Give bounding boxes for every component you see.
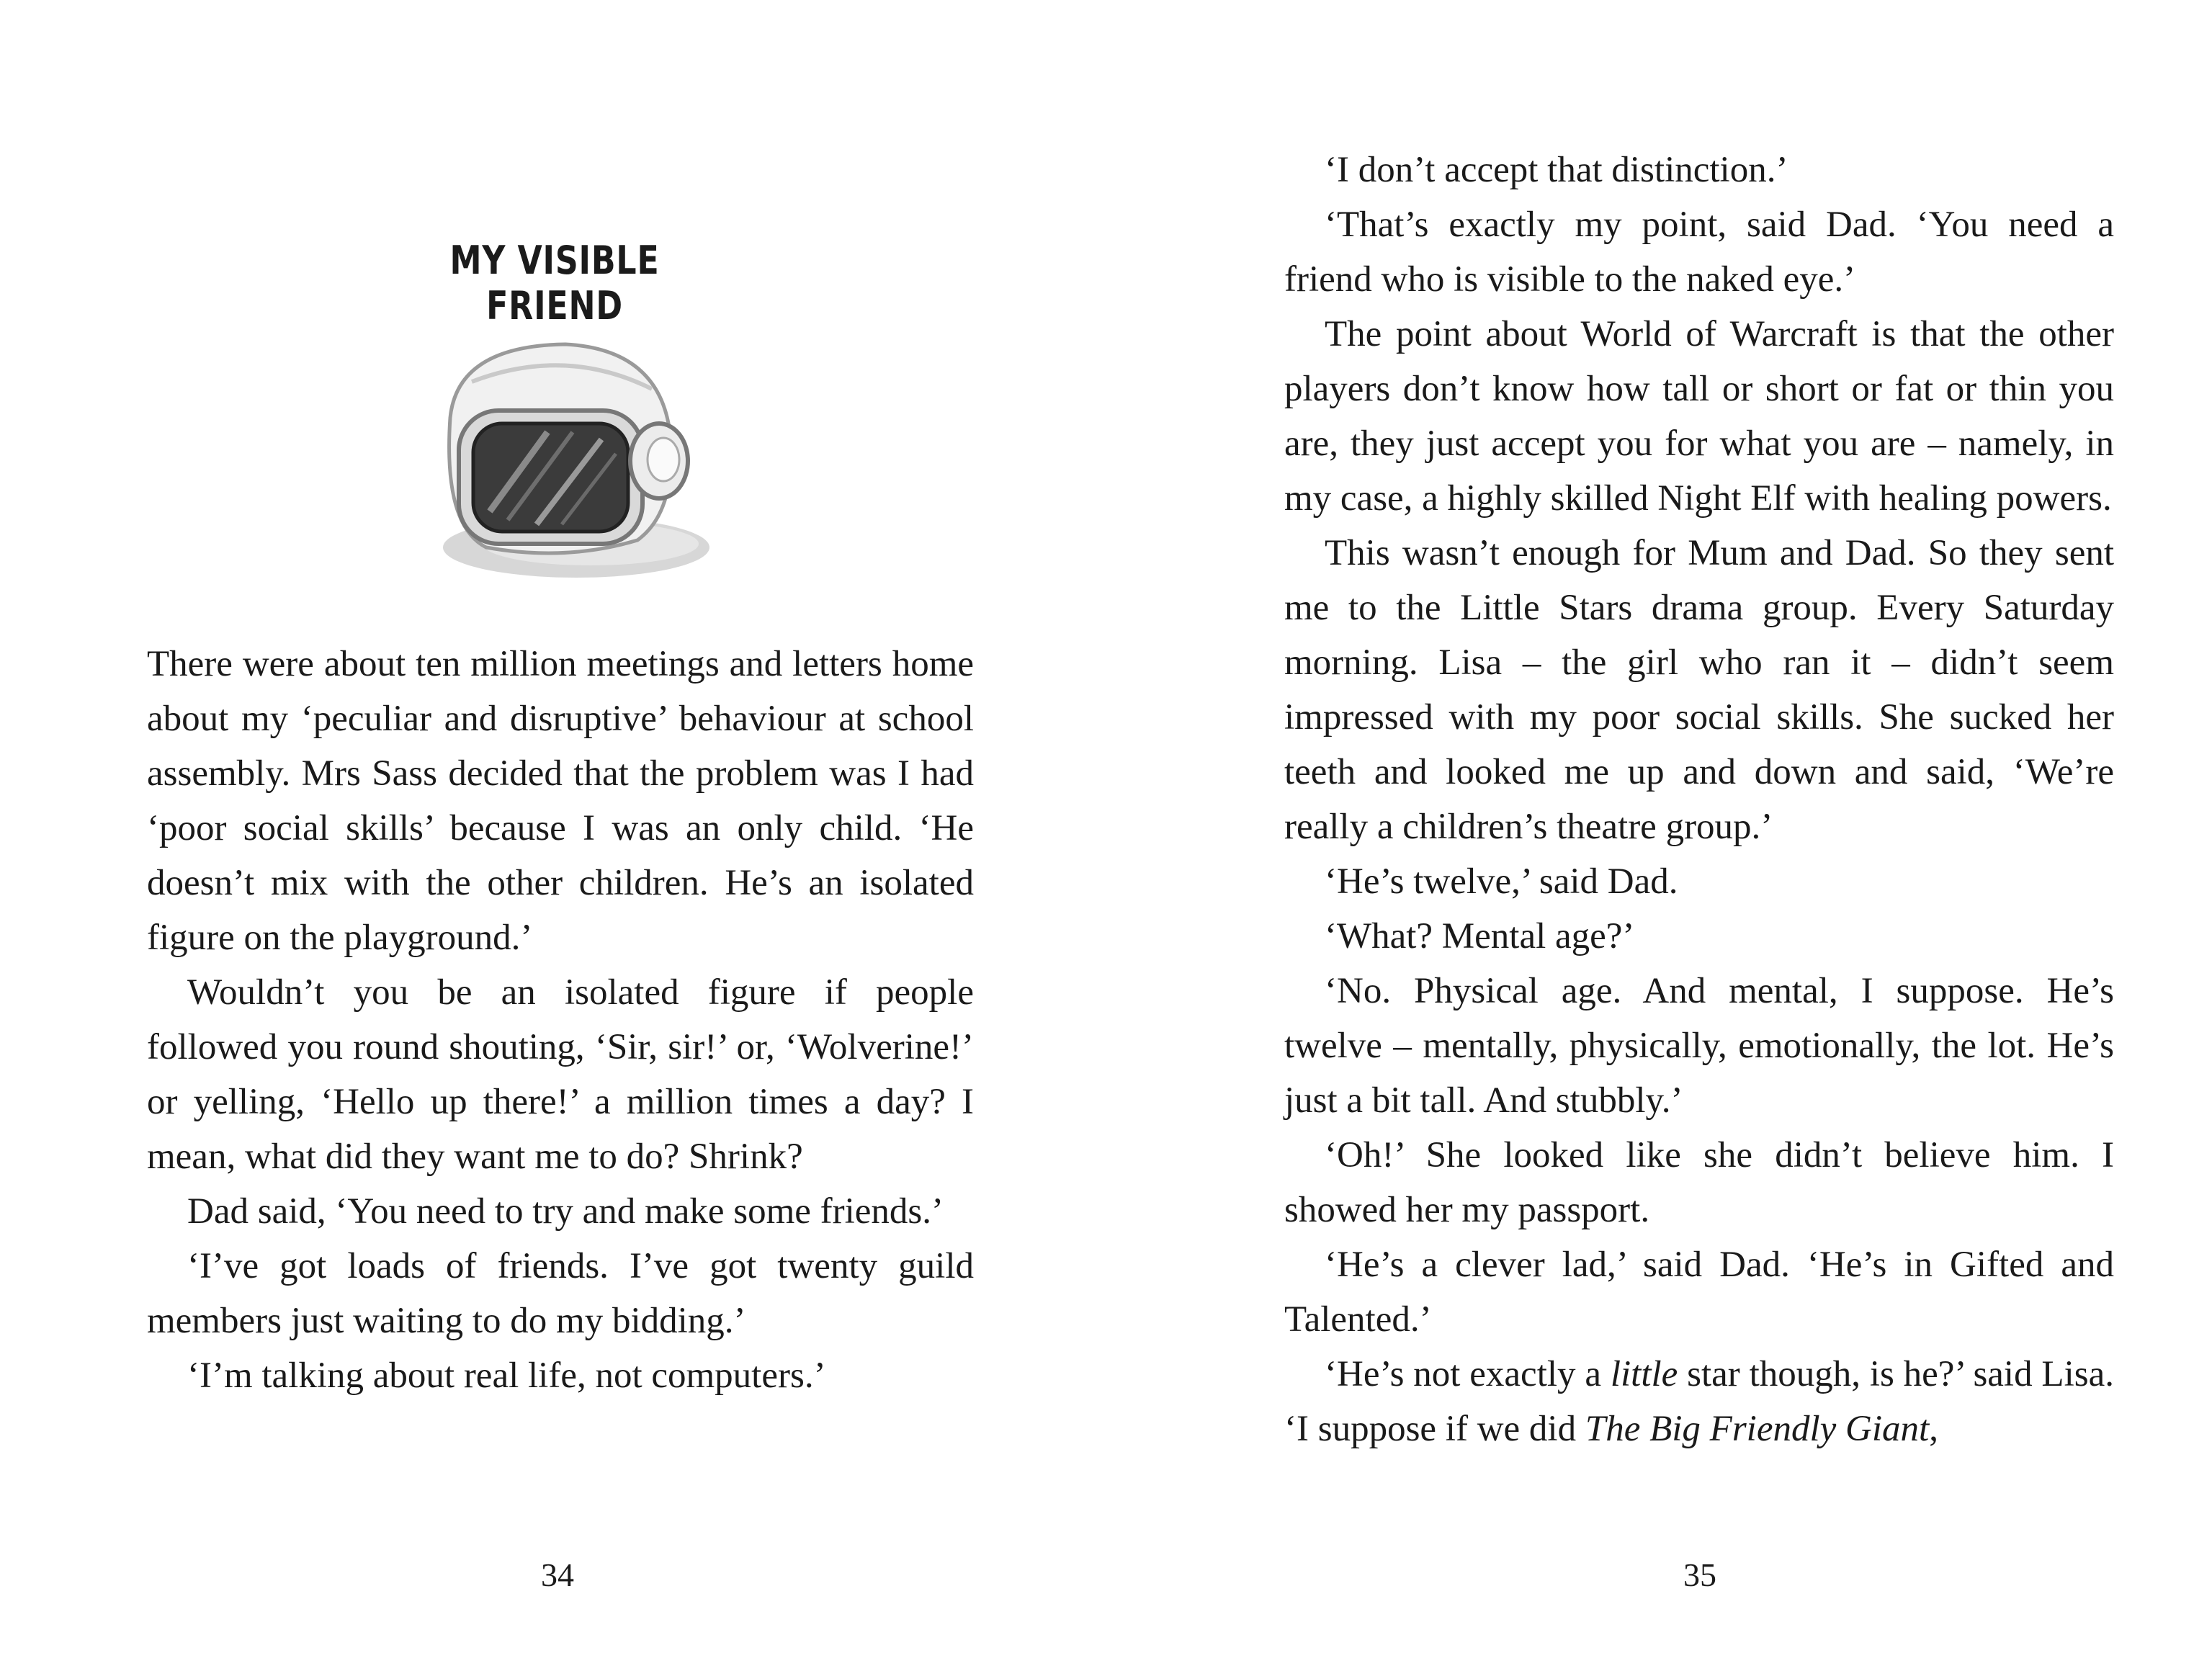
paragraph: ‘No. Physical age. And mental, I suppose. He’s twelve – mentally, physically, emotionally, the lot. He’s just a bit tall. And stubbly.’	[1284, 971, 2114, 1121]
paragraph: The point about World of Warcraft is that the other players don’t know how tall or short or fat or thin you are, they just accept you for what you are – namely, in my case, a highly skilled Night Elf with healing powers.	[1284, 314, 2114, 519]
paragraph: ‘He’s twelve,’ said Dad.	[1325, 861, 1678, 902]
paragraph: Wouldn’t you be an isolated figure if people followed you round shouting, ‘Sir, sir!’ or, ‘Wolverine!’ or yelling, ‘Hello up there!’ a million times a day? I mean, what did they want me to do? Shrink?	[147, 972, 974, 1177]
right-text-block	[1284, 143, 2114, 1456]
paragraph: ‘I’m talking about real life, not computers.’	[187, 1355, 826, 1396]
book-title-italic: The Big Friendly Giant	[1585, 1409, 1930, 1449]
italic-text: little	[1610, 1354, 1678, 1394]
text-run: star though, is he?’ said Lisa. ‘I suppose if we did	[1284, 1354, 2114, 1449]
paragraph: ‘That’s exactly my point, said Dad. ‘You need a friend who is visible to the naked eye.’	[1284, 205, 2114, 300]
paragraph: This wasn’t enough for Mum and Dad. So they sent me to the Little Stars drama group. Every Saturday morning. Lisa – the girl who ran it – didn’t seem impressed with my poor social skills. She sucked her teeth and looked me up and down and said, ‘We’re really a children’s theatre group.’	[1284, 533, 2114, 847]
paragraph: ‘He’s a clever lad,’ said Dad. ‘He’s in Gifted and Talented.’	[1284, 1245, 2114, 1340]
chapter-title: MY VISIBLE FRIEND	[449, 238, 660, 328]
right-page	[1106, 0, 2212, 1676]
left-text-block	[147, 637, 974, 1403]
page-number: 34	[541, 1556, 574, 1593]
paragraph: ‘I don’t accept that distinction.’	[1325, 150, 1788, 190]
paragraph: ‘I’ve got loads of friends. I’ve got twenty guild members just waiting to do my bidding.’	[147, 1246, 974, 1341]
paragraph: Dad said, ‘You need to try and make some friends.’	[187, 1191, 944, 1232]
paragraph-last	[1284, 1347, 2114, 1456]
text-run: ,	[1929, 1409, 1938, 1449]
space-helmet-icon	[421, 331, 724, 591]
paragraph: There were about ten million meetings and letters home about my ‘peculiar and disruptive’ behaviour at school assembly. Mrs Sass decided that the problem was I had ‘poor social skills’ because I was an only child. ‘He doesn’t mix with the other children. He’s an isolated figure on the playground.’	[147, 644, 974, 958]
paragraph: ‘Oh!’ She looked like she didn’t believe him. I showed her my passport.	[1284, 1135, 2114, 1230]
paragraph: ‘What? Mental age?’	[1325, 916, 1635, 956]
text-run: ‘He’s not exactly a	[1325, 1354, 1611, 1394]
page-number: 35	[1683, 1556, 1716, 1593]
